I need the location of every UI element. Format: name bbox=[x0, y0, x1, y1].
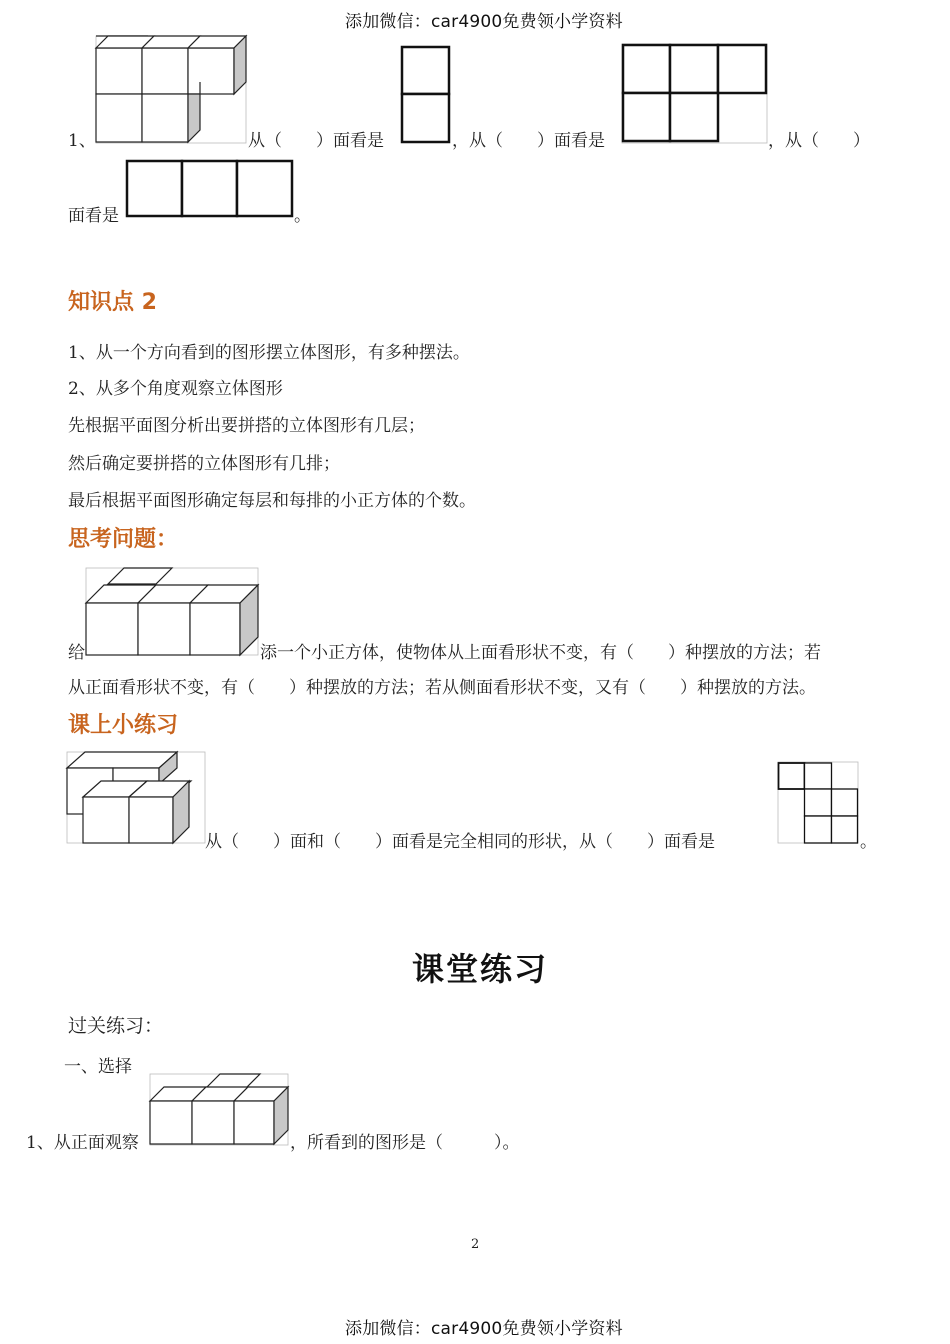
practice-view-figure bbox=[778, 762, 860, 844]
view-horizontal-three bbox=[126, 160, 296, 218]
knowledge-line-2: 2、从多个角度观察立体图形 bbox=[68, 379, 283, 399]
think-line-2: 从正面看形状不变，有（ ）种摆放的方法；若从侧面看形状不变，又有（ ）种摆放的方法。 bbox=[68, 678, 816, 698]
think-cube-figure bbox=[86, 568, 260, 656]
q1-text-1: 从（ ）面看是 bbox=[248, 131, 384, 151]
q1-text-4: 面看是 bbox=[68, 206, 119, 226]
q1-end: 。 bbox=[294, 206, 311, 226]
classwork-q1-prefix: 1、从正面观察 bbox=[26, 1133, 139, 1153]
practice-end: 。 bbox=[860, 832, 877, 852]
q1-cube-figure bbox=[96, 34, 248, 144]
q1-text-2: ，从（ ）面看是 bbox=[452, 131, 605, 151]
classwork-cube-figure bbox=[150, 1074, 290, 1146]
classwork-title: 课堂练习 bbox=[412, 950, 549, 988]
classwork-section: 一、选择 bbox=[64, 1057, 132, 1077]
page-number: 2 bbox=[471, 1237, 480, 1252]
classwork-subtitle: 过关练习： bbox=[68, 1015, 164, 1037]
think-line-1: 添一个小正方体，使物体从上面看形状不变，有（ ）种摆放的方法；若 bbox=[260, 643, 821, 663]
knowledge-line-3: 先根据平面图分析出要拼搭的立体图形有几层； bbox=[68, 416, 425, 436]
knowledge-point-2-heading: 知识点 2 bbox=[68, 290, 157, 315]
watermark-top: 添加微信：car4900免费领小学资料 bbox=[345, 12, 623, 32]
q1-number: 1、 bbox=[68, 131, 96, 151]
watermark-bottom: 添加微信：car4900免费领小学资料 bbox=[345, 1319, 623, 1339]
view-vertical-two bbox=[401, 46, 451, 144]
practice-cube-figure bbox=[67, 752, 207, 844]
knowledge-line-4: 然后确定要拼搭的立体图形有几排； bbox=[68, 454, 340, 474]
think-heading: 思考问题： bbox=[68, 527, 179, 552]
think-prefix: 给 bbox=[68, 643, 85, 663]
knowledge-line-1: 1、从一个方向看到的图形摆立体图形，有多种摆法。 bbox=[68, 343, 470, 363]
q1-text-3: ，从（ ） bbox=[768, 131, 870, 151]
practice-heading: 课上小练习 bbox=[68, 713, 179, 738]
view-l-shape bbox=[622, 44, 768, 144]
classwork-q1-text: ，所看到的图形是（ ）。 bbox=[290, 1133, 520, 1153]
knowledge-line-5: 最后根据平面图形确定每层和每排的小正方体的个数。 bbox=[68, 491, 476, 511]
practice-text: 从（ ）面和（ ）面看是完全相同的形状，从（ ）面看是 bbox=[205, 832, 715, 852]
